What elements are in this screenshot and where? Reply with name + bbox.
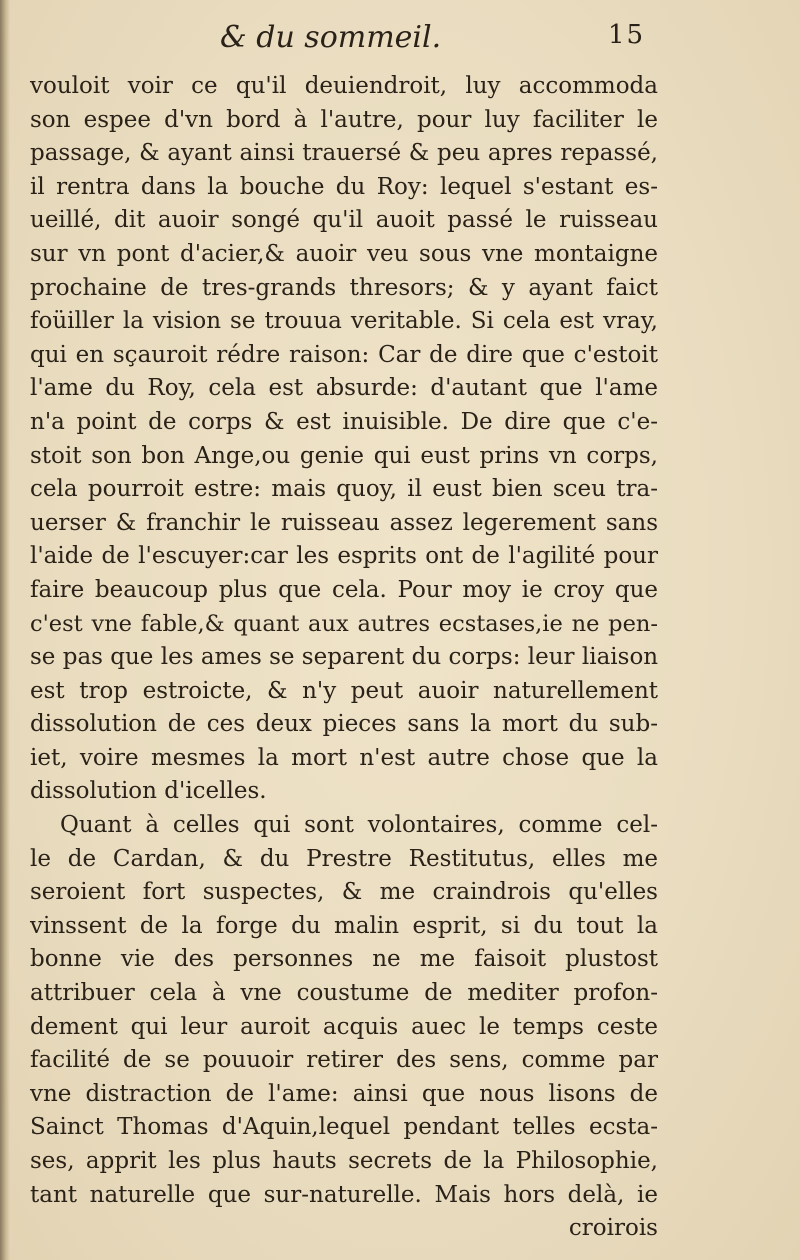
text-line: bonne vie des personnes ne me faisoit plustost: [30, 946, 658, 973]
text-line: stoit son bon Ange,ou genie qui eust prins vn corps,: [30, 442, 658, 469]
text-line: seroient fort suspectes, & me craindrois qu'elles: [30, 879, 658, 906]
text-line: passage, & ayant ainsi trauersé & peu apres repassé,: [30, 140, 658, 167]
text-line: attribuer cela à vne coustume de mediter profon-: [30, 980, 658, 1007]
text-line: vouloit voir ce qu'il deuiendroit, luy accommoda: [30, 73, 658, 99]
text-line: dissolution de ces deux pieces sans la mort du sub-: [30, 711, 658, 738]
running-head: & du sommeil.: [220, 20, 442, 55]
book-page: [30, 20, 658, 1246]
text-line: il rentra dans la bouche du Roy: lequel s'estant es-: [30, 173, 658, 200]
text-line: vinssent de la forge du malin esprit, si du tout la: [30, 912, 658, 939]
text-line: tant naturelle que sur-naturelle. Mais hors delà, ie: [30, 1181, 658, 1208]
text-line: cela pourroit estre: mais quoy, il eust bien sceu tra-: [30, 476, 658, 503]
text-line: c'est vne fable,& quant aux autres ecstases,ie ne pen-: [30, 610, 658, 637]
text-line: n'a point de corps & est inuisible. De dire que c'e-: [30, 408, 658, 435]
text-line: dissolution d'icelles.: [30, 778, 267, 805]
text-line: qui en sçauroit rédre raison: Car de dire que c'estoit: [30, 341, 658, 368]
text-line: foüiller la vision se trouua veritable. Si cela est vray,: [30, 308, 658, 335]
paragraph-start-line: Quant à celles qui sont volontaires, comme cel-: [60, 812, 658, 839]
text-line: l'aide de l'escuyer:car les esprits ont de l'agilité pour: [30, 543, 658, 570]
page-header: [30, 20, 658, 66]
text-line: Sainct Thomas d'Aquin,lequel pendant telles ecsta-: [30, 1114, 658, 1141]
text-line: uerser & franchir le ruisseau assez legerement sans: [30, 509, 658, 536]
body-text: [30, 70, 658, 1246]
text-line: sur vn pont d'acier,& auoir veu sous vne montaigne: [30, 240, 658, 267]
text-line: vne distraction de l'ame: ainsi que nous lisons de: [30, 1080, 658, 1107]
text-line: faire beaucoup plus que cela. Pour moy ie croy que: [30, 576, 658, 603]
text-line: iet, voire mesmes la mort n'est autre chose que la: [30, 744, 658, 771]
text-line: prochaine de tres-grands thresors; & y ayant faict: [30, 274, 658, 301]
binding-gutter: [0, 0, 10, 1260]
text-line: facilité de se pouuoir retirer des sens, comme par: [30, 1047, 658, 1074]
text-line: ses, apprit les plus hauts secrets de la Philosophie,: [30, 1148, 658, 1174]
text-line: est trop estroicte, & n'y peut auoir naturellement: [30, 677, 658, 704]
catchword: croirois: [568, 1215, 658, 1242]
text-line: dement qui leur auroit acquis auec le temps ceste: [30, 1013, 658, 1040]
text-line: l'ame du Roy, cela est absurde: d'autant que l'ame: [30, 375, 658, 402]
text-line: ueillé, dit auoir songé qu'il auoit passé le ruisseau: [30, 207, 658, 234]
text-line: le de Cardan, & du Prestre Restitutus, elles me: [30, 845, 658, 872]
text-line: son espee d'vn bord à l'autre, pour luy faciliter le: [30, 106, 658, 133]
text-line: se pas que les ames se separent du corps: leur liaison: [30, 644, 659, 671]
page-number: 15: [608, 20, 646, 50]
